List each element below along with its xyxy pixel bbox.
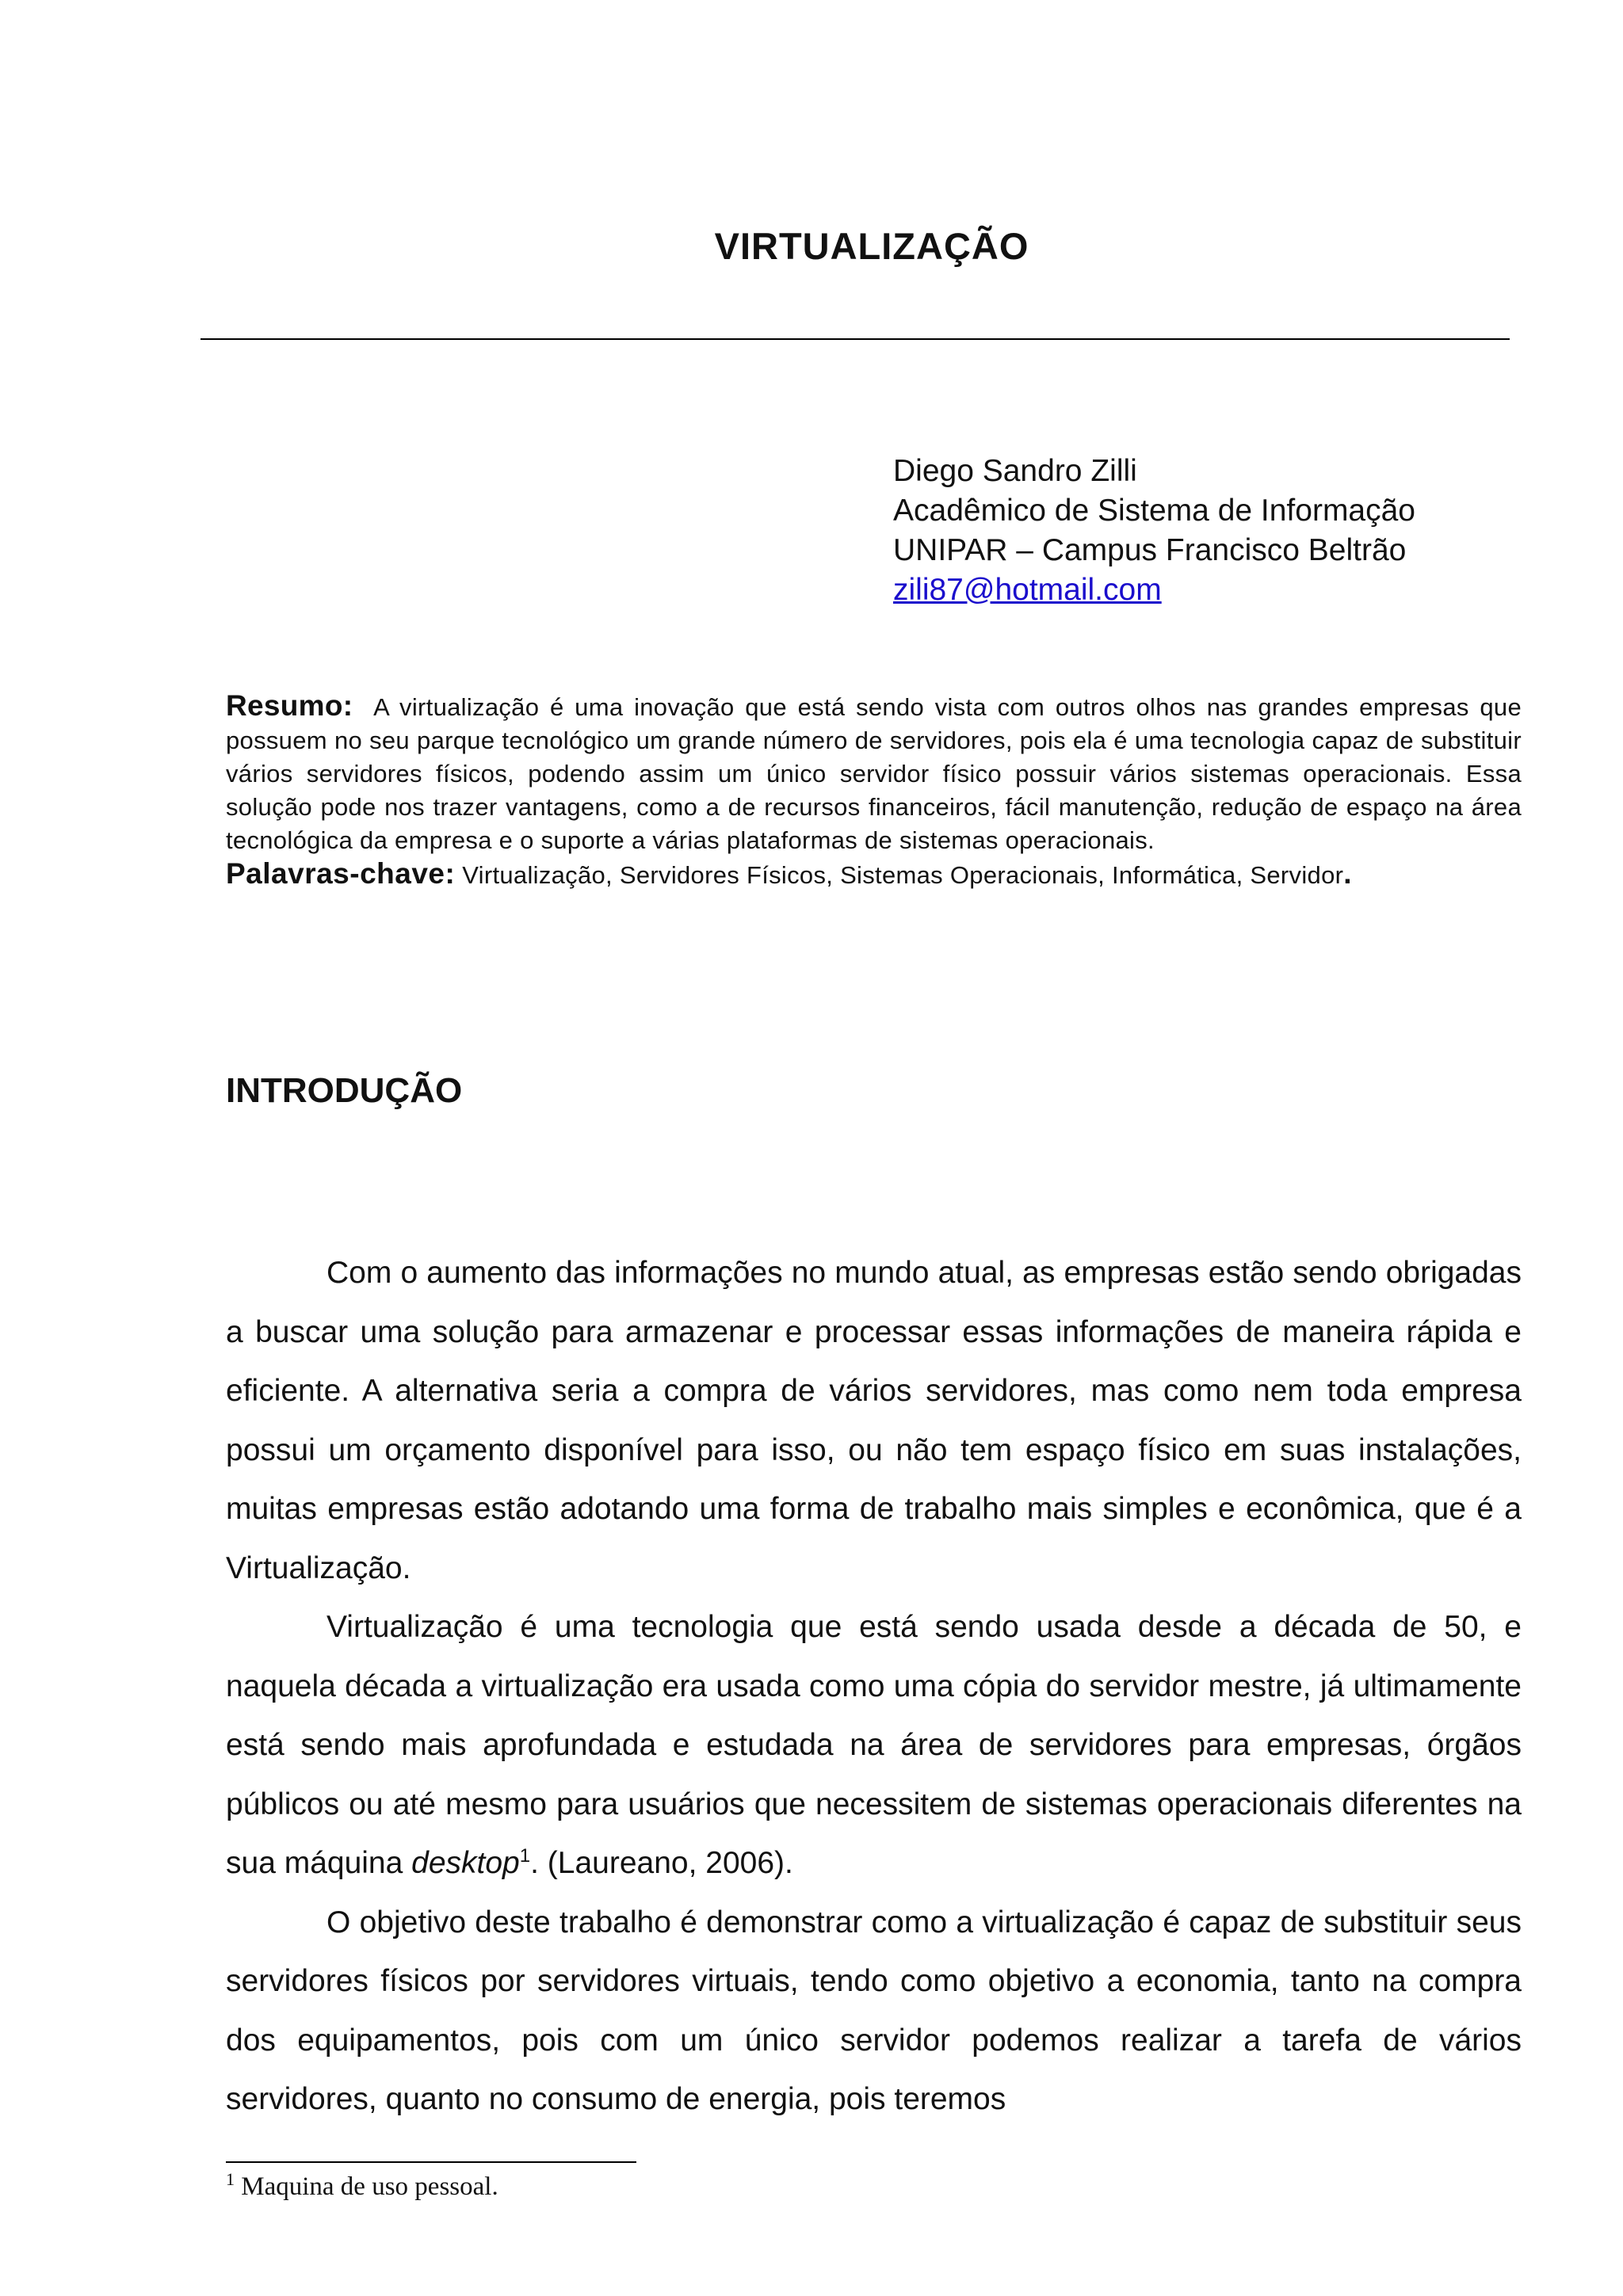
abstract-separator: : [342,689,353,722]
footnote-number: 1 [226,2169,235,2189]
footnote-divider [226,2161,636,2163]
author-affiliation: Acadêmico de Sistema de Informação [893,494,1416,528]
keywords-period: . [1343,857,1353,890]
intro-paragraph-1: Com o aumento das informações no mundo atual, as empresas estão sendo obrigadas a buscar uma solução para armazenar e processar essas informações de maneira rápida e eficiente. A alternativa seria a compra de vários servidores, mas como nem toda empresa possui um orçamento disponível para isso, ou não tem espaço físico em suas instalações, muitas empresas estão adotando uma forma de trabalho mais simples e econômica, que é a Virtualização. [226,1256,1522,1585]
keywords-line [226,857,1522,892]
footnote-reference[interactable]: 1 [519,1845,531,1867]
keywords-text: Virtualização, Servidores Físicos, Sistemas Operacionais, Informática, Servidor [462,861,1344,889]
intro-paragraph-2-text: Virtualização é uma tecnologia que está sendo usada desde a década de 50, e naquela década a virtualização era usada como uma cópia do servidor mestre, já ultimamente está sendo mais aprofundada e estudada na área de servidores para empresas, órgãos públicos ou até mesmo para usuários que necessitem de sistemas operacionais diferentes na sua máquina [226,1610,1522,1880]
intro-paragraph-2 [226,1598,1522,1894]
footnote-text: Maquina de uso pessoal. [241,2172,498,2201]
abstract-label: Resumo [226,689,343,722]
author-email-link[interactable]: zili87@hotmail.com [893,573,1162,607]
abstract-block [226,689,1522,892]
intro-paragraph-3: O objetivo deste trabalho é demonstrar como a virtualização é capaz de substituir seus servidores físicos por servidores virtuais, tendo como objetivo a economia, tanto na compra dos equipamentos, pois com um único servidor podemos realizar a tarefa de vários servidores, quanto no consumo de energia, pois teremos [226,1905,1522,2116]
abstract-paragraph [226,689,1522,857]
author-name: Diego Sandro Zilli [893,454,1137,488]
introduction-body [226,1244,1522,2130]
abstract-text: A virtualização é uma inovação que está sendo vista com outros olhos nas grandes empresas que possuem no seu parque tecnológico um grande número de servidores, pois ela é uma tecnologia capaz de substituir vários servidores físicos, podendo assim um único servidor físico possuir vários sistemas operacionais. Essa solução pode nos trazer vantagens, como a de recursos financeiros, fácil manutenção, redução de espaço na área tecnológica da empresa e o suporte a várias plataformas de sistemas operacionais. [226,693,1522,854]
author-block [893,452,1415,610]
desktop-term: desktop [411,1846,520,1880]
citation: . (Laureano, 2006). [530,1846,793,1880]
author-institution: UNIPAR – Campus Francisco Beltrão [893,533,1407,567]
footnote [226,2169,498,2202]
introduction-heading: INTRODUÇÃO [226,1071,463,1110]
title-divider [200,338,1510,340]
keywords-label: Palavras-chave: [226,857,456,890]
paper-title: VIRTUALIZAÇÃO [714,225,1029,267]
